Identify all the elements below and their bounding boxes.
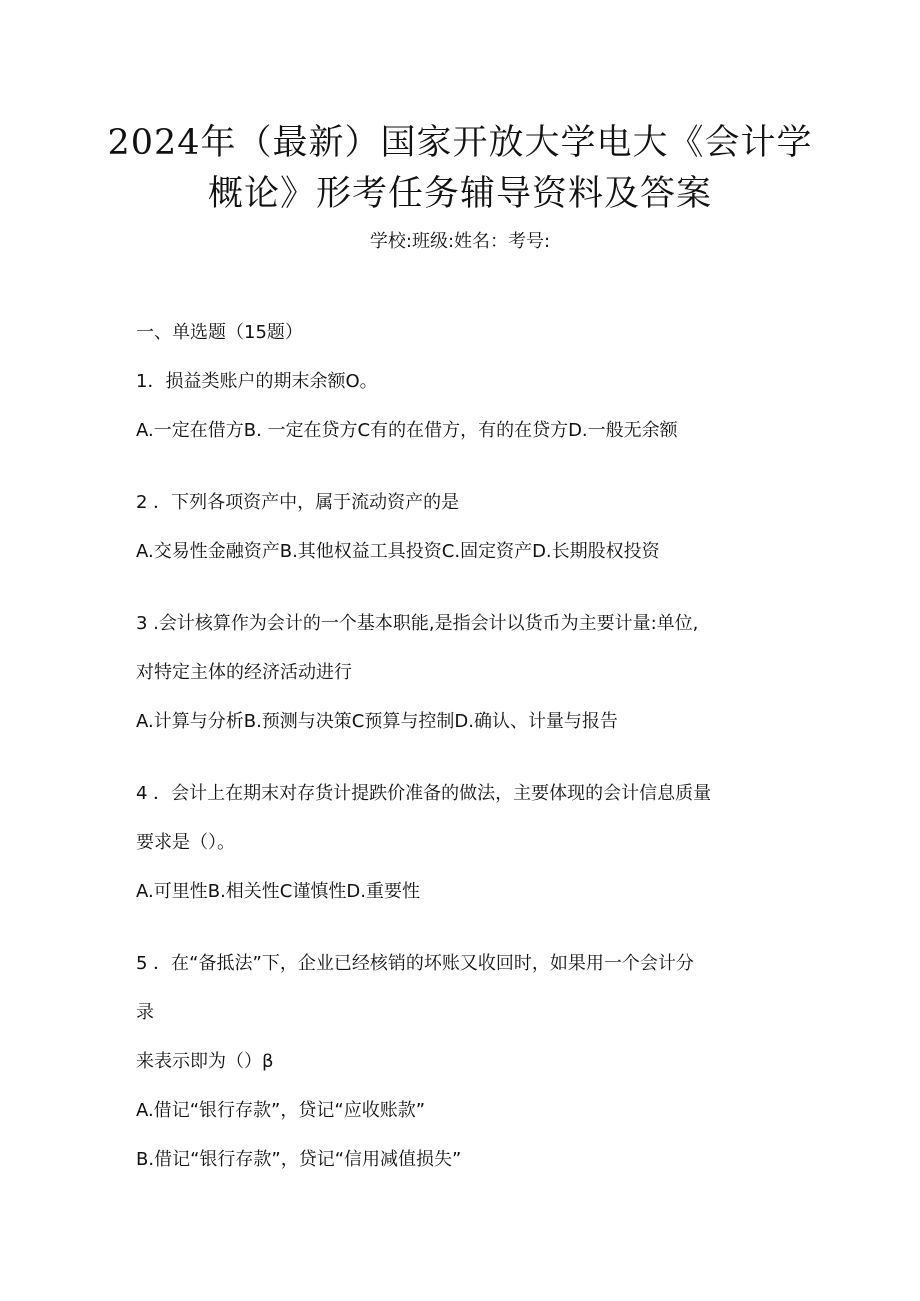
- question-1-stem: 1．损益类账户的期末余额O。: [136, 371, 378, 392]
- question-3-stem-line-1: 3 .会计核算作为会计的一个基本职能,是指会计以货币为主要计量:单位,: [136, 613, 699, 634]
- question-3-stem-line-2: 对特定主体的经济活动进行: [136, 662, 352, 683]
- question-4-options: A.可里性B.相关性C谨慎性D.重要性: [136, 881, 420, 902]
- title-line-1: 2024年（最新）国家开放大学电大《会计学: [107, 123, 813, 163]
- question-5-stem-line-2: 录: [136, 1002, 154, 1023]
- section-heading: 一、单选题（15题）: [136, 322, 303, 343]
- student-info-line: 学校:班级:姓名：考号:: [369, 231, 551, 252]
- question-4-stem-line-1: 4 ．会计上在期末对存货计提跌价准备的做法，主要体现的会计信息质量: [136, 783, 712, 804]
- title-line-2: 概论》形考任务辅导资料及答案: [207, 174, 712, 214]
- question-5-option-a: A.借记“银行存款”，贷记“应收账款”: [136, 1100, 426, 1121]
- question-2-options: A.交易性金融资产B.其他权益工具投资C.固定资产D.长期股权投资: [136, 541, 660, 562]
- question-1-options: A.一定在借方B. 一定在贷方C有的在借方，有的在贷方D.一般无余额: [136, 420, 678, 441]
- question-2-stem: 2 ．下列各项资产中，属于流动资产的是: [136, 492, 460, 513]
- question-5-stem-line-1: 5 ．在“备抵法”下，企业已经核销的坏账又收回时，如果用一个会计分: [136, 953, 694, 974]
- question-3-options: A.计算与分析B.预测与决策C预算与控制D.确认、计量与报告: [136, 711, 618, 732]
- question-4-stem-line-2: 要求是（）。: [136, 832, 235, 853]
- document-title: [90, 118, 830, 220]
- question-5-option-b: B.借记“银行存款”，贷记“信用减值损失”: [136, 1149, 462, 1170]
- question-5-stem-line-3: 来表示即为（）β: [136, 1051, 274, 1072]
